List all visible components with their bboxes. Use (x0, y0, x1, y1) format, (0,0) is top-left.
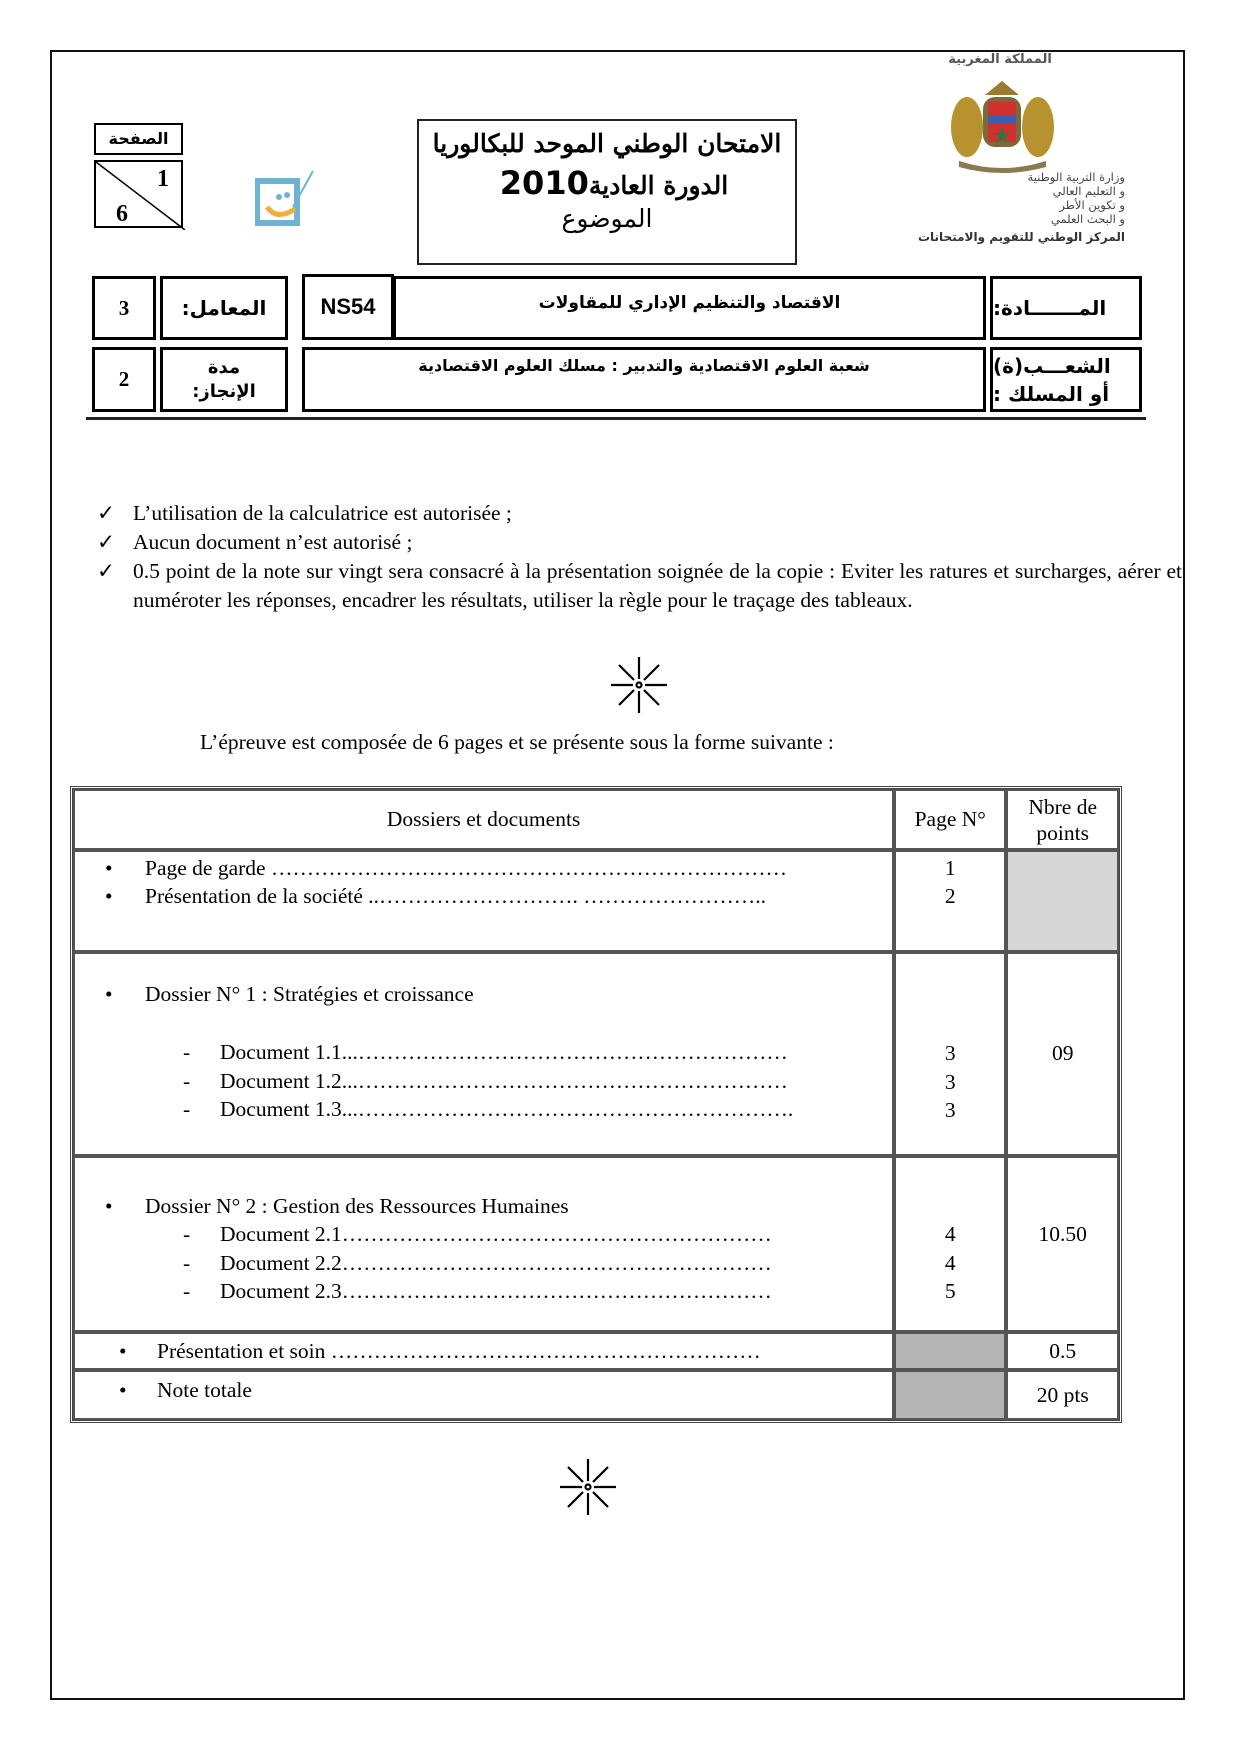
list-item (75, 882, 892, 910)
ministry-line: و البحث العلمي (1050, 212, 1125, 226)
exam-title: الامتحان الوطني الموحد للبكالوريا (432, 129, 782, 158)
duration-value: 2 (92, 347, 156, 412)
list-item (75, 854, 892, 882)
dossier-2-points: 10.50 (1006, 1156, 1119, 1332)
row-points-empty (1006, 850, 1119, 952)
branch-value: شعبة العلوم الاقتصادية والتدبير : مسلك العلوم الاقتصادية (302, 347, 986, 412)
dash-icon: - (183, 1097, 191, 1121)
header-page: Page N° (894, 789, 1006, 850)
dash-icon: - (183, 1040, 191, 1064)
page-number: 1 (944, 856, 956, 880)
subject-label: الموضوع (561, 204, 653, 233)
table-header-row (73, 789, 1119, 850)
total-points: 20 pts (1006, 1370, 1119, 1420)
page-current: 1 (157, 166, 169, 192)
document-text: Document 2.1…………………………………………………… (220, 1222, 772, 1246)
instruction-item (97, 557, 1182, 615)
header-dossiers: Dossiers et documents (73, 789, 894, 850)
page-number: 3 (944, 1069, 956, 1094)
exam-title-box (417, 119, 797, 265)
document-text: Document 1.3...……………………………………………………. (220, 1097, 794, 1121)
presentation-row (73, 1332, 894, 1370)
dash-icon: - (183, 1222, 191, 1246)
branch-label-line: الشعـــب(ة) (993, 353, 1111, 378)
row-pages (894, 850, 1006, 952)
branch-label-line: أو المسلك : (993, 381, 1110, 406)
evaluation-center: المركز الوطني للتقويم والامتحانات (917, 230, 1125, 244)
page-number: 4 (944, 1222, 956, 1246)
item-text: Note totale (157, 1378, 252, 1402)
session-line (419, 164, 795, 202)
document-text: Document 2.2…………………………………………………… (220, 1250, 772, 1275)
table-row (73, 1370, 1119, 1420)
total-page-empty (894, 1370, 1006, 1420)
page-number: 3 (944, 1041, 956, 1065)
star-separator-icon (558, 1457, 618, 1517)
instruction-item (97, 499, 1182, 528)
list-item (75, 1376, 892, 1404)
table-row (73, 952, 1119, 1156)
coef-label: المعامل: (160, 276, 288, 340)
document-text: Document 1.1...…………………………………………………… (220, 1040, 788, 1064)
exam-code: NS54 (302, 274, 394, 340)
dossier-1-pages (894, 952, 1006, 1156)
subject-field-label: المـــــــادة: (990, 276, 1142, 340)
dossier-2 (73, 1156, 894, 1332)
exam-year: 2010 (499, 164, 589, 202)
document-text: Document 1.2...…………………………………………………… (220, 1068, 788, 1093)
page-total: 6 (116, 201, 128, 227)
page-number: 5 (944, 1279, 956, 1303)
bullet-icon: • (105, 982, 113, 1006)
dossier-title (75, 980, 892, 1008)
exam-intro: L’épreuve est composée de 6 pages et se présente sous la forme suivante : (200, 730, 834, 754)
row-items (73, 850, 894, 952)
header-points: Nbre de points (1006, 789, 1119, 850)
dossier-title-text: Dossier N° 2 : Gestion des Ressources Humaines (145, 1194, 569, 1218)
document-item (75, 1220, 892, 1249)
subject-value: الاقتصاد والتنظيم الإداري للمقاولات (393, 276, 986, 340)
page-label: الصفحة (94, 123, 183, 155)
check-icon: ✓ (97, 559, 116, 583)
ministry-name (885, 170, 1125, 244)
document-text: Document 2.3…………………………………………………… (220, 1279, 772, 1303)
page-number: 2 (944, 884, 956, 908)
duration-label (160, 347, 288, 412)
cnee-logo-icon (255, 167, 317, 227)
check-icon: ✓ (97, 530, 116, 554)
document-item (75, 1038, 892, 1067)
dash-icon: - (183, 1279, 191, 1303)
total-row (73, 1370, 894, 1420)
diagonal-divider-icon (96, 162, 185, 230)
document-item (75, 1249, 892, 1278)
table-row (73, 1332, 1119, 1370)
coef-value: 3 (92, 276, 156, 340)
duration-label-line: مدة (207, 356, 241, 378)
header-divider (86, 417, 1146, 420)
bullet-icon: • (105, 884, 113, 908)
bullet-icon: • (105, 1194, 113, 1218)
presentation-page-empty (894, 1332, 1006, 1370)
kingdom-name: المملكة المغربية (948, 52, 1052, 67)
dossier-1-points: 09 (1006, 952, 1119, 1156)
dossier-title (75, 1192, 892, 1220)
page-number: 4 (944, 1250, 956, 1275)
ministry-line: و التعليم العالي (1052, 184, 1125, 198)
bullet-icon: • (119, 1378, 127, 1402)
session-label: الدورة العادية (588, 171, 729, 200)
instruction-item (97, 528, 1182, 557)
dash-icon: - (183, 1068, 191, 1093)
dossier-title-text: Dossier N° 1 : Stratégies et croissance (145, 982, 474, 1006)
star-separator-icon (609, 655, 669, 715)
duration-label-line: الإنجاز: (192, 380, 256, 402)
page-number: 3 (944, 1098, 956, 1122)
instruction-text: 0.5 point de la note sur vingt sera consacré à la présentation soignée de la copie : Eviter les ratures et surcharges, aérer et numéroter les réponses, encadrer les résultats, utiliser la règle pour le traçage des tableaux. (133, 559, 1182, 612)
bullet-icon: • (119, 1339, 127, 1363)
instruction-text: Aucun document n’est autorisé ; (133, 530, 413, 554)
dossier-1 (73, 952, 894, 1156)
royal-crest-icon (945, 75, 1060, 175)
item-text: Présentation et soin …………………………………………………… (157, 1339, 761, 1363)
presentation-points: 0.5 (1006, 1332, 1119, 1370)
page-number-box (94, 160, 183, 228)
branch-label (990, 347, 1142, 412)
item-text: Page de garde ……………………………………………………………… (145, 856, 787, 880)
document-item (75, 1277, 892, 1306)
table-row (73, 850, 1119, 952)
instructions-list (97, 499, 1182, 615)
ministry-line: و تكوين الأطر (1059, 198, 1125, 212)
instruction-text: L’utilisation de la calculatrice est autorisée ; (133, 501, 512, 525)
list-item (75, 1337, 892, 1365)
document-item (75, 1095, 892, 1124)
check-icon: ✓ (97, 501, 116, 525)
ministry-line: وزارة التربية الوطنية (1027, 170, 1125, 184)
bullet-icon: • (105, 856, 113, 880)
dash-icon: - (183, 1250, 191, 1275)
dossier-2-pages (894, 1156, 1006, 1332)
item-text: Présentation de la société ..………………………. …………………….. (145, 884, 767, 908)
document-item (75, 1067, 892, 1096)
table-row (73, 1156, 1119, 1332)
exam-structure-table (70, 786, 1122, 1423)
